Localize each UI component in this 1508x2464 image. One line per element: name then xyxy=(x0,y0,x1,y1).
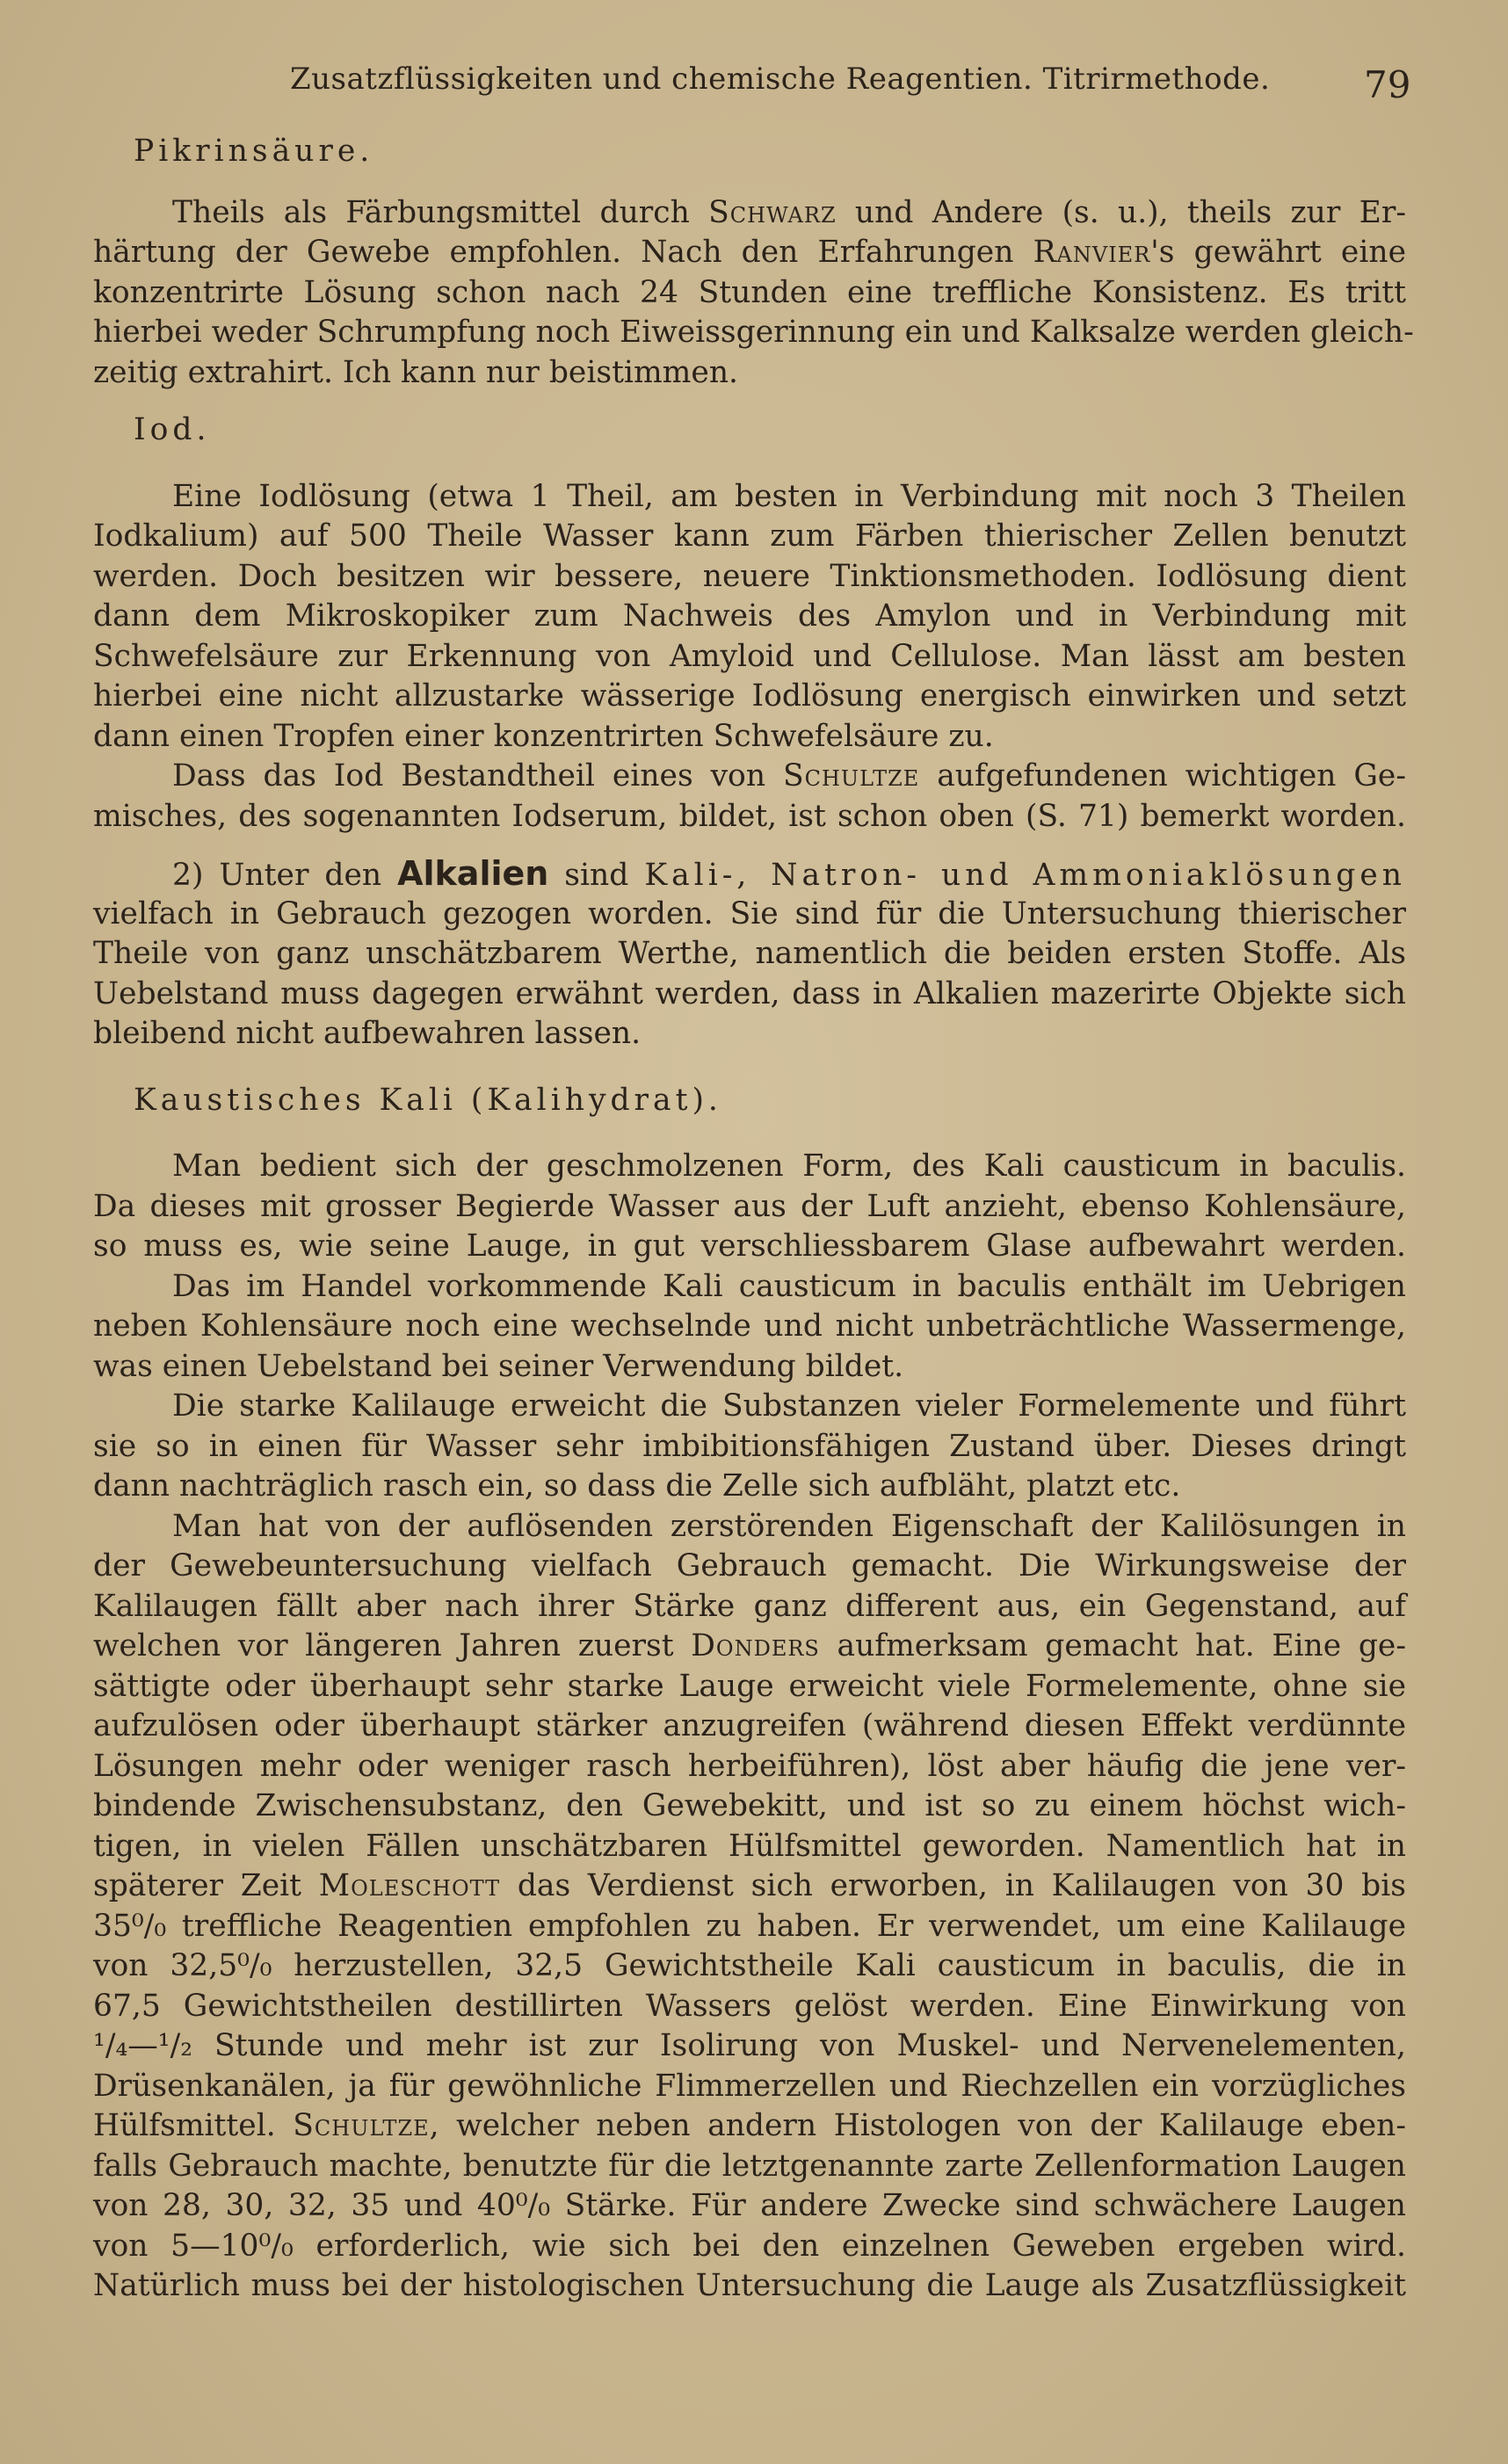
text-line: Natürlich muss bei der histologischen Untersuchung die Lauge als Zusatzflüssigkeit xyxy=(93,2268,1406,2303)
text-line: zeitig extrahirt. Ich kann nur beistimmen. xyxy=(93,354,739,390)
text-line: werden. Doch besitzen wir bessere, neuere Tinktionsmethoden. Iodlösung dient xyxy=(93,558,1406,594)
text-line: hierbei eine nicht allzustarke wässerige Iodlösung energisch einwirken und setzt xyxy=(93,678,1406,714)
text-line: dann dem Mikroskopiker zum Nachweis des Amylon und in Verbindung mit xyxy=(93,598,1406,634)
text-line: Iodkalium) auf 500 Theile Wasser kann zum Färben thierischer Zellen benutzt xyxy=(93,518,1406,554)
text-line: Das im Handel vorkommende Kali causticum in baculis enthält im Uebrigen xyxy=(172,1268,1406,1304)
author-name: Donders xyxy=(691,1628,820,1663)
text-line: Eine Iodlösung (etwa 1 Theil, am besten in Verbindung mit noch 3 Theilen xyxy=(172,478,1406,514)
text-line: Hülfsmittel. Schultze, welcher neben andern Histologen von der Kalilauge eben- xyxy=(93,2108,1406,2143)
text-line: dann einen Tropfen einer konzentrirten Schwefelsäure zu. xyxy=(93,718,994,754)
author-name: Ranvier xyxy=(1033,235,1151,270)
text-line: welchen vor längeren Jahren zuerst Donders aufmerksam gemacht hat. Eine ge- xyxy=(93,1628,1407,1663)
text-line: Die starke Kalilauge erweicht die Substanzen vieler Formelemente und führt xyxy=(172,1388,1406,1424)
text-line: vielfach in Gebrauch gezogen worden. Sie sind für die Untersuchung thierischer xyxy=(93,895,1406,931)
text-line: sie so in einen für Wasser sehr imbibitionsfähigen Zustand über. Dieses dringt xyxy=(93,1428,1406,1464)
text-line: Kalilaugen fällt aber nach ihrer Stärke ganz different aus, ein Gegenstand, auf xyxy=(93,1588,1406,1624)
body-text xyxy=(93,132,1414,2307)
text-line: Man hat von der auflösenden zerstörenden Eigenschaft der Kalilösungen in xyxy=(172,1508,1406,1544)
text-line: tigen, in vielen Fällen unschätzbaren Hülfsmittel geworden. Namentlich hat in xyxy=(93,1828,1406,1864)
text-line: Schwefelsäure zur Erkennung von Amyloid und Cellulose. Man lässt am besten xyxy=(93,638,1406,674)
text-line: misches, des sogenannten Iodserum, bildet, ist schon oben (S. 71) bemerkt worden. xyxy=(93,798,1406,834)
text-line: Da dieses mit grosser Begierde Wasser aus der Luft anzieht, ebenso Kohlensäure, xyxy=(93,1188,1406,1224)
text-line: von 5—10⁰/₀ erforderlich, wie sich bei den einzelnen Geweben ergeben wird. xyxy=(93,2228,1406,2264)
author-name: Moleschott xyxy=(318,1868,501,1903)
author-name: Schwarz xyxy=(708,194,837,230)
text-line: ¹/₄—¹/₂ Stunde und mehr ist zur Isolirung von Muskel- und Nervenelementen, xyxy=(93,2028,1406,2063)
author-name: Schultze xyxy=(782,758,920,794)
section-heading-iod: Iod. xyxy=(134,412,211,447)
running-head: Zusatzflüssigkeiten und chemische Reagentien. Titrirmethode. xyxy=(290,62,1271,97)
text-line: hierbei weder Schrumpfung noch Eiweissgerinnung ein und Kalksalze werden gleich- xyxy=(93,315,1414,350)
page-number: 79 xyxy=(1364,63,1411,106)
text-line: der Gewebeuntersuchung vielfach Gebrauch gemacht. Die Wirkungsweise der xyxy=(93,1548,1406,1583)
text-line: späterer Zeit Moleschott das Verdienst sich erworben, in Kalilaugen von 30 bis xyxy=(93,1868,1406,1903)
text-line: so muss es, wie seine Lauge, in gut verschliessbarem Glase aufbewahrt werden. xyxy=(93,1228,1406,1264)
text-line: Uebelstand muss dagegen erwähnt werden, dass in Alkalien mazerirte Objekte sich xyxy=(93,975,1406,1011)
text-line: was einen Uebelstand bei seiner Verwendung bildet. xyxy=(93,1348,904,1384)
text-line: sättigte oder überhaupt sehr starke Lauge erweicht viele Formelemente, ohne sie xyxy=(93,1668,1406,1704)
section-heading-pikrinsaeure: Pikrinsäure. xyxy=(134,134,374,169)
text-line: von 28, 30, 32, 35 und 40⁰/₀ Stärke. Für andere Zwecke sind schwächere Laugen xyxy=(93,2188,1406,2223)
text-line: bleibend nicht aufbewahren lassen. xyxy=(93,1016,642,1051)
text-line: 35⁰/₀ treffliche Reagentien empfohlen zu haben. Er verwendet, um eine Kalilauge xyxy=(93,1908,1406,1944)
text-line: Theile von ganz unschätzbarem Werthe, namentlich die beiden ersten Stoffe. Als xyxy=(93,936,1406,971)
text-line: falls Gebrauch machte, benutzte für die letztgenannte zarte Zellenformation Laugen xyxy=(93,2148,1406,2184)
text-line: härtung der Gewebe empfohlen. Nach den Erfahrungen Ranvier's gewährt eine xyxy=(93,235,1407,270)
text-line: Drüsenkanälen, ja für gewöhnliche Flimmerzellen und Riechzellen ein vorzügliches xyxy=(93,2068,1406,2104)
text-line: dann nachträglich rasch ein, so dass die Zelle sich aufbläht, platzt etc. xyxy=(93,1468,1181,1504)
text-line: 67,5 Gewichtstheilen destillirten Wassers gelöst werden. Eine Einwirkung von xyxy=(93,1988,1406,2024)
text-line: Lösungen mehr oder weniger rasch herbeiführen), löst aber häufig die jene ver- xyxy=(93,1748,1406,1784)
text-line: neben Kohlensäure noch eine wechselnde und nicht unbeträchtliche Wassermenge, xyxy=(93,1308,1406,1344)
keyword-alkalien: Alkalien xyxy=(397,854,549,893)
text-line: Man bedient sich der geschmolzenen Form, des Kali causticum in baculis. xyxy=(172,1149,1406,1184)
author-name: Schultze xyxy=(293,2108,430,2143)
text-line: konzentrirte Lösung schon nach 24 Stunden eine treffliche Konsistenz. Es tritt xyxy=(93,274,1406,310)
text-line: 2) Unter den Alkalien sind Kali-, Natron- und Ammoniaklösungen xyxy=(172,854,1407,893)
text-line: Theils als Färbungsmittel durch Schwarz und Andere (s. u.), theils zur Er- xyxy=(172,194,1406,230)
text-line: Dass das Iod Bestandtheil eines von Schultze aufgefundenen wichtigen Ge- xyxy=(172,758,1406,794)
section-heading-kali: Kaustisches Kali (Kalihydrat). xyxy=(134,1082,722,1118)
text-line: von 32,5⁰/₀ herzustellen, 32,5 Gewichtstheile Kali causticum in baculis, die in xyxy=(93,1948,1406,1983)
text-line: aufzulösen oder überhaupt stärker anzugreifen (während diesen Effekt verdünnte xyxy=(93,1708,1406,1743)
text-line: bindende Zwischensubstanz, den Gewebekitt, und ist so zu einem höchst wich- xyxy=(93,1788,1406,1823)
